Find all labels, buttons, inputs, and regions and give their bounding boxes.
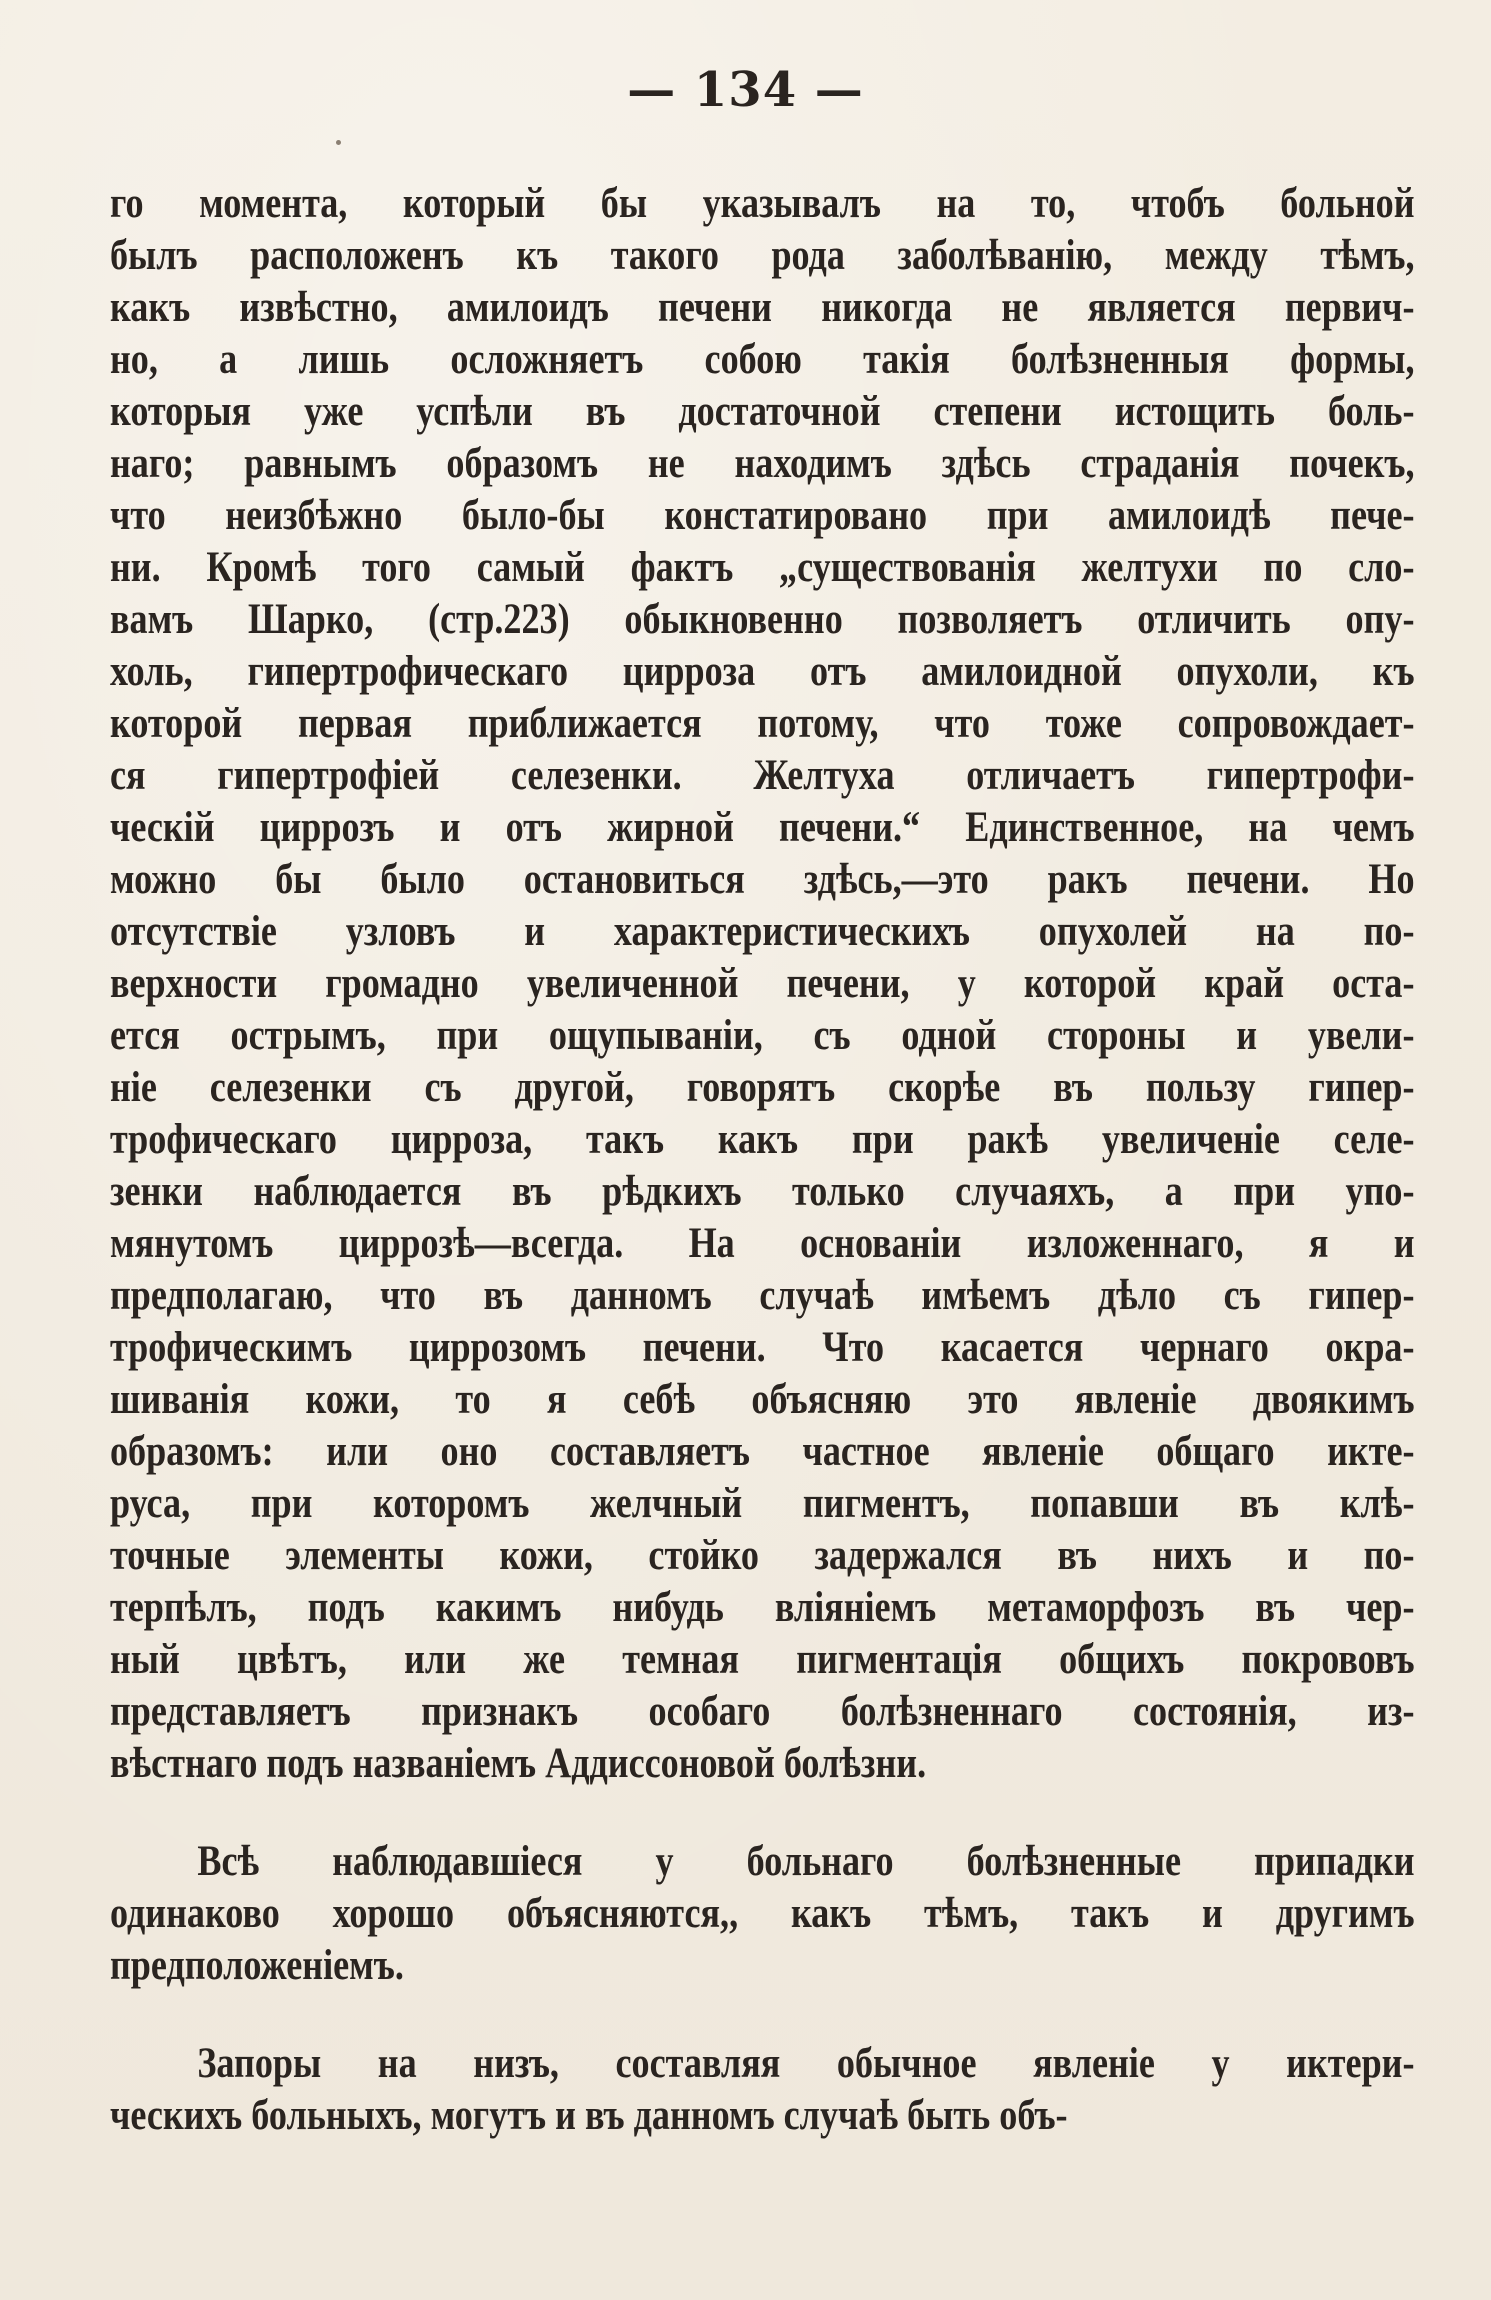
text-line: руса, при которомъ желчный пигментъ, попавши въ клѣ- [110,1480,1415,1527]
text-line: но, а лишь осложняетъ собою такія болѣзненныя формы, [110,336,1415,383]
text-line: Всѣ наблюдавшіеся у больнаго болѣзненные припадки [197,1838,1415,1885]
text-line: ческій циррозъ и отъ жирной печени.“ Единственное, на чемъ [110,804,1415,851]
text-line: вѣстнаго подъ названіемъ Аддиссоновой болѣзни. [110,1740,927,1787]
text-line: представляетъ признакъ особаго болѣзненнаго состоянія, из- [110,1688,1415,1735]
text-line: отсутствіе узловъ и характеристическихъ опухолей на по- [110,908,1415,955]
text-line: точные элементы кожи, стойко задержался въ нихъ и по- [110,1532,1415,1579]
text-line: зенки наблюдается въ рѣдкихъ только случаяхъ, а при упо- [110,1168,1415,1215]
text-line: холь, гипертрофическаго цирроза отъ амилоидной опухоли, къ [110,648,1415,695]
paragraph [110,2038,1415,2142]
text-line: наго; равнымъ образомъ не находимъ здѣсь страданія почекъ, [110,440,1415,487]
text-line: которыя уже успѣли въ достаточной степени истощить боль- [110,388,1415,435]
text-line: мянутомъ циррозѣ—всегда. На основаніи изложеннаго, я и [110,1220,1415,1267]
text-line: былъ расположенъ къ такого рода заболѣванію, между тѣмъ, [110,232,1415,279]
paragraph-gap [110,1790,1415,1836]
text-line: трофическимъ циррозомъ печени. Что касается чернаго окра- [110,1324,1415,1371]
text-line: шиванія кожи, то я себѣ объясняю это явленіе двоякимъ [110,1376,1415,1423]
text-line: вамъ Шарко, (стр.223) обыкновенно позволяетъ отличить опу- [110,596,1415,643]
text-line: можно бы было остановиться здѣсь,—это ракъ печени. Но [110,856,1415,903]
text-line: предположеніемъ. [110,1942,404,1989]
text-line: ется острымъ, при ощупываніи, съ одной стороны и увели- [110,1012,1415,1059]
text-line: ся гипертрофіей селезенки. Желтуха отличаетъ гипертрофи- [110,752,1415,799]
paragraph [110,1836,1415,1992]
text-line: ніе селезенки съ другой, говорятъ скорѣе въ пользу гипер- [110,1064,1415,1111]
page-number: — 134 — [627,62,864,118]
text-line: верхности громадно увеличенной печени, у которой край оста- [110,960,1415,1007]
text-line: предполагаю, что въ данномъ случаѣ имѣемъ дѣло съ гипер- [110,1272,1415,1319]
body-text [110,178,1415,2142]
text-line: го момента, который бы указывалъ на то, чтобъ больной [110,180,1415,227]
text-line: одинаково хорошо объясняются,, какъ тѣмъ, такъ и другимъ [110,1890,1415,1937]
text-line: какъ извѣстно, амилоидъ печени никогда не является первич- [110,284,1415,331]
text-line: Запоры на низъ, составляя обычное явленіе у иктери- [197,2040,1415,2087]
text-line: терпѣлъ, подъ какимъ нибудь вліяніемъ метаморфозъ въ чер- [110,1584,1415,1631]
text-line: ни. Кромѣ того самый фактъ „существованія желтухи по сло- [110,544,1415,591]
text-line: которой первая приближается потому, что тоже сопровождает- [110,700,1415,747]
text-line: трофическаго цирроза, такъ какъ при ракѣ увеличеніе селе- [110,1116,1415,1163]
paragraph [110,178,1415,1790]
text-line: ческихъ больныхъ, могутъ и въ данномъ случаѣ быть объ- [110,2092,1068,2139]
text-line: что неизбѣжно было-бы констатировано при амилоидѣ пече- [110,492,1415,539]
ink-speck [336,140,341,145]
text-line: ный цвѣтъ, или же темная пигментація общихъ покрововъ [110,1636,1415,1683]
paragraph-gap [110,1992,1415,2038]
text-line: образомъ: или оно составляетъ частное явленіе общаго иктe- [110,1428,1415,1475]
